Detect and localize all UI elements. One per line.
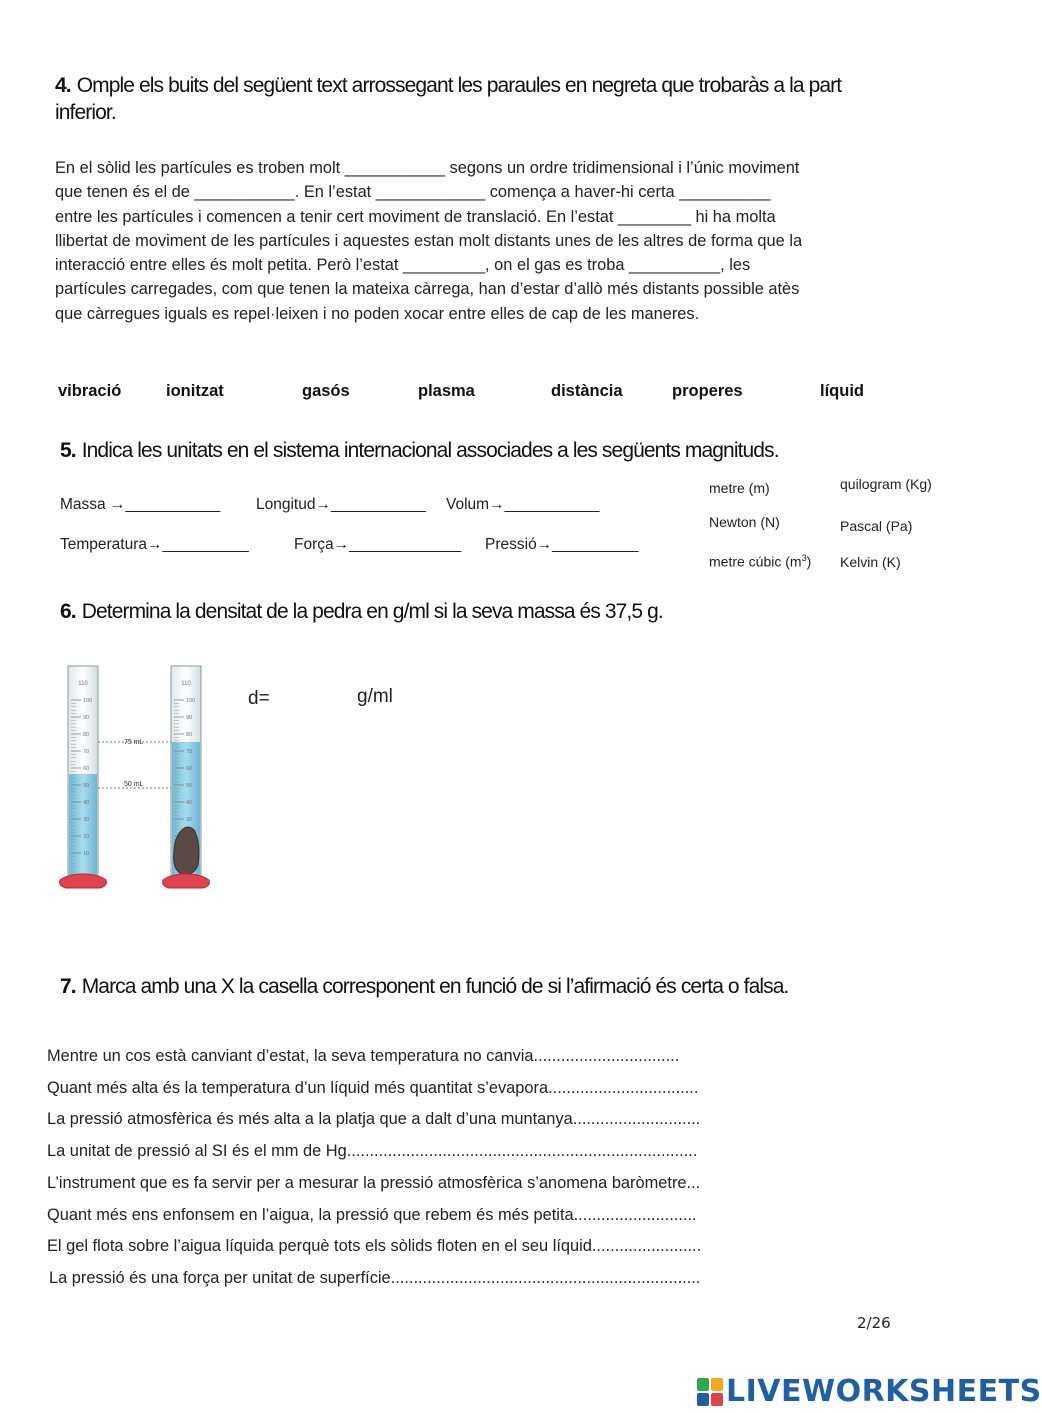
cylinder-tick-label: 40 bbox=[83, 800, 90, 806]
drag-word-gasos[interactable]: gasós bbox=[302, 382, 350, 400]
label-50ml: 50 mL bbox=[124, 781, 144, 788]
drag-word-plasma[interactable]: plasma bbox=[418, 382, 475, 400]
cylinder-tick-label: 60 bbox=[186, 766, 193, 772]
superscript-3: 3 bbox=[801, 553, 807, 563]
tf-statement[interactable]: Quant més alta és la temperatura d’un líquid més quantitat s’evapora................................. bbox=[47, 1079, 699, 1097]
q4-paragraph-line: que tenen és el de ___________. En l’estat ____________ comença a haver-hi certa __________ bbox=[55, 183, 771, 202]
liveworksheets-brand: LIVEWORKSHEETS bbox=[726, 1374, 1042, 1409]
q4-title-line1: Omple els buits del següent text arrossegant les paraules en negreta que trobaràs a la part bbox=[76, 74, 842, 97]
cylinder-tick-label: 70 bbox=[186, 749, 193, 755]
q4-paragraph-line: llibertat de moviment de les partícules i aquestes estan molt distants unes de les altres de forma que la bbox=[55, 231, 803, 250]
cylinder-left-top-label: 110 bbox=[78, 681, 88, 687]
tf-statement[interactable]: La unitat de pressió al SI és el mm de Hg............................................................................. bbox=[47, 1142, 698, 1160]
tf-statement[interactable]: La pressió atmosfèrica és més alta a la platja que a dalt d’una muntanya............................ bbox=[47, 1110, 701, 1128]
unit-option-kelvin[interactable]: Kelvin (K) bbox=[840, 554, 901, 570]
unit-option-metre[interactable]: metre (m) bbox=[709, 480, 770, 496]
q7-title-text: Marca amb una X la casella corresponent en funció de si l’afirmació és certa o falsa. bbox=[81, 975, 789, 998]
tf-statement[interactable]: Mentre un cos està canviant d’estat, la seva temperatura no canvia................................ bbox=[47, 1047, 680, 1065]
cylinder-tick-label: 50 bbox=[83, 783, 90, 789]
cylinder-tick-label: 40 bbox=[186, 800, 193, 806]
q4-paragraph-line: entre les partícules i comencen a tenir cert moviment de translació. En l’estat ________ hi ha molta bbox=[55, 207, 776, 226]
q4-number: 4. bbox=[55, 74, 71, 97]
field-pressio[interactable]: Pressió→__________ bbox=[485, 536, 639, 553]
cylinder-tick-label: 80 bbox=[186, 732, 193, 738]
q4-paragraph-line: En el sòlid les partícules es troben molt ___________ segons un ordre tridimensional i l’únic moviment bbox=[55, 159, 800, 177]
q5-title-text: Indica les unitats en el sistema internacional associades a les següents magnituds. bbox=[81, 439, 779, 462]
q6-title bbox=[60, 600, 663, 624]
graduated-cylinders-illustration bbox=[58, 660, 228, 900]
cylinder-tick-label: 50 bbox=[186, 783, 193, 789]
tf-statement[interactable]: Quant més ens enfonsem en l’aigua, la pressió que rebem és més petita........................... bbox=[47, 1206, 697, 1224]
field-longitud[interactable]: Longitud→___________ bbox=[256, 496, 426, 513]
q5-title bbox=[60, 439, 779, 463]
q6-title-text: Determina la densitat de la pedra en g/ml si la seva massa és 37,5 g. bbox=[81, 600, 663, 623]
cylinder-tick-label: 100 bbox=[83, 698, 93, 704]
graduated-cylinders-svg bbox=[58, 660, 228, 900]
unit-option-metre-cubic-text: metre cúbic (m bbox=[709, 553, 802, 570]
liveworksheets-logo-svg bbox=[697, 1378, 723, 1406]
unit-option-metre-cubic-close: ) bbox=[806, 553, 812, 570]
q4-paragraph-line: interacció entre elles és molt petita. Però l’estat _________, on el gas es troba __________, les bbox=[55, 256, 751, 275]
unit-option-quilogram[interactable]: quilogram (Kg) bbox=[840, 476, 932, 492]
tf-statement[interactable]: La pressió és una força per unitat de superfície.................................................................... bbox=[49, 1269, 701, 1287]
unit-option-metre-cubic[interactable] bbox=[709, 553, 811, 570]
density-unit-label: g/ml bbox=[357, 686, 393, 707]
field-massa[interactable]: Massa →___________ bbox=[60, 496, 221, 513]
drag-word-liquid[interactable]: líquid bbox=[820, 382, 864, 400]
q5-number: 5. bbox=[60, 439, 76, 462]
cylinder-tick-label: 30 bbox=[83, 817, 90, 823]
cylinder-right bbox=[163, 666, 210, 888]
tf-statement[interactable]: L’instrument que es fa servir per a mesurar la pressió atmosfèrica s’anomena baròmetre... bbox=[47, 1174, 701, 1192]
cylinder-tick-label: 80 bbox=[83, 732, 90, 738]
field-temperatura[interactable]: Temperatura→__________ bbox=[60, 536, 249, 553]
unit-option-pascal[interactable]: Pascal (Pa) bbox=[840, 518, 913, 534]
drag-word-vibracio[interactable]: vibració bbox=[58, 382, 122, 400]
cylinder-right-top-label: 110 bbox=[181, 681, 191, 687]
unit-option-newton[interactable]: Newton (N) bbox=[709, 514, 780, 530]
cylinder-tick-label: 20 bbox=[83, 834, 90, 840]
density-label: d= bbox=[248, 688, 270, 709]
q4-title bbox=[55, 74, 841, 98]
q7-number: 7. bbox=[60, 975, 76, 998]
q6-number: 6. bbox=[60, 600, 76, 623]
q4-paragraph-line: que càrregues iguals es repel·leixen i no poden xocar entre elles de cap de les maneres. bbox=[55, 304, 700, 323]
field-volum[interactable]: Volum→___________ bbox=[446, 496, 600, 513]
cylinder-left-base bbox=[60, 874, 107, 888]
cylinder-tick-label: 90 bbox=[83, 715, 90, 721]
q4-paragraph-line: partícules carregades, com que tenen la mateixa càrrega, han d’estar d’allò més distants possible atès bbox=[55, 280, 800, 299]
q4-title-line2: inferior. bbox=[55, 101, 116, 124]
drag-word-ionitzat[interactable]: ionitzat bbox=[166, 382, 224, 400]
cylinder-tick-label: 60 bbox=[83, 766, 90, 772]
density-answer-input[interactable] bbox=[290, 686, 350, 712]
cylinder-tick-label: 90 bbox=[186, 715, 193, 721]
q4-paragraph bbox=[55, 156, 925, 326]
cylinder-right-base bbox=[163, 874, 210, 888]
liveworksheets-logo-icon bbox=[697, 1378, 723, 1406]
field-forca[interactable]: Força→_____________ bbox=[294, 536, 462, 553]
q7-title bbox=[60, 975, 788, 999]
cylinder-tick-label: 10 bbox=[83, 851, 90, 857]
cylinder-tick-label: 70 bbox=[83, 749, 90, 755]
drag-word-properes[interactable]: properes bbox=[672, 382, 743, 400]
cylinder-left bbox=[60, 666, 107, 888]
tf-statement[interactable]: El gel flota sobre l’aigua líquida perquè tots els sòlids floten en el seu líquid........................ bbox=[47, 1237, 702, 1255]
page-number: 2/26 bbox=[857, 1314, 891, 1332]
cylinder-tick-label: 30 bbox=[186, 817, 193, 823]
label-75ml: 75 mL bbox=[124, 739, 144, 746]
drag-word-distancia[interactable]: distància bbox=[551, 382, 623, 400]
cylinder-tick-label: 100 bbox=[186, 698, 196, 704]
